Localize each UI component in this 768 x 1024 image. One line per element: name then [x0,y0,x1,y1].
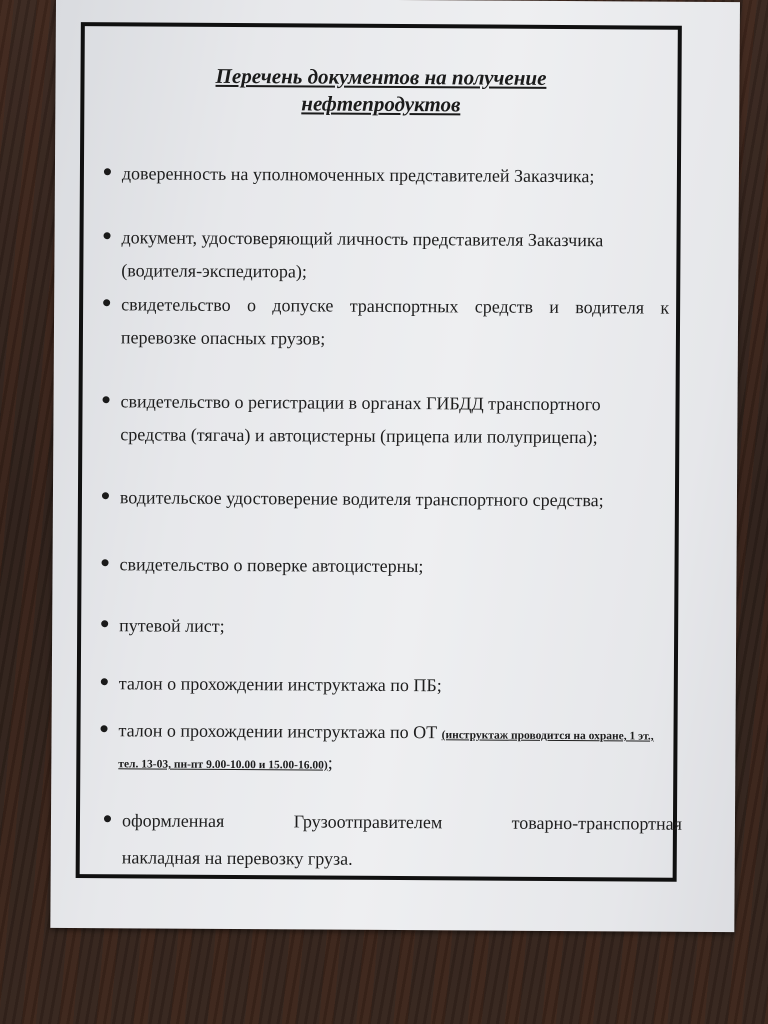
paper-sheet [50,0,740,932]
list-item-text-line-1: оформленная Грузоотправителем товарно-транспортная [121,810,683,834]
list-item [121,221,669,290]
list-item-text: путевой лист; [119,615,225,636]
list-item-text-line-2: накладная на перевозку груза. [121,847,353,869]
title-line-1: Перечень документов на получение [215,63,547,90]
list-item-text: документ, удостоверяющий личность представителя Заказчика (водителя-экспедитора); [121,227,604,282]
list-item-text: талон о прохождении инструктажа по ПБ; [118,673,442,696]
list-item-text: свидетельство о регистрации в органах ГИБДД транспортного средства (тягача) и автоцистерны (прицепа или полуприцепа); [120,391,601,448]
list-item [122,804,682,877]
list-item [119,548,667,584]
list-item-tail: ; [327,752,333,773]
list-item [119,609,667,645]
list-item-text: водительское удостоверение водителя транспортного средства; [119,487,604,511]
document-frame [76,22,682,882]
document-title [84,62,677,120]
bullet-icon [104,815,111,822]
bullet-icon [103,299,110,306]
list-item [121,288,669,357]
list-item-text-line-1: свидетельство о допуске транспортных средств и водителя к [121,294,670,318]
list-item [119,667,667,703]
list-item-text: свидетельство о поверке автоцистерны; [119,554,424,577]
list-item-text-line-2: перевозке опасных грузов; [120,327,326,349]
title-line-2: нефтепродуктов [301,91,461,117]
list-item [118,716,666,781]
bullet-icon [104,232,111,239]
list-item-text: доверенность на уполномоченных представителей Заказчика; [121,163,595,187]
bullet-icon [102,559,109,566]
list-item [120,481,668,517]
bullet-icon [103,396,110,403]
list-item [120,385,668,454]
list-item [122,157,670,193]
bullet-icon [101,725,108,732]
list-item-note: (инструктаж проводится на охране, 1 эт., тел. 13-03, пн-пт 9.00-10.00 и 15.00-16.00) [118,729,654,772]
list-item-text: талон о прохождении инструктажа по ОТ [118,720,438,743]
bullet-icon [102,492,109,499]
bullet-icon [104,168,111,175]
bullet-icon [101,678,108,685]
bullet-icon [101,620,108,627]
